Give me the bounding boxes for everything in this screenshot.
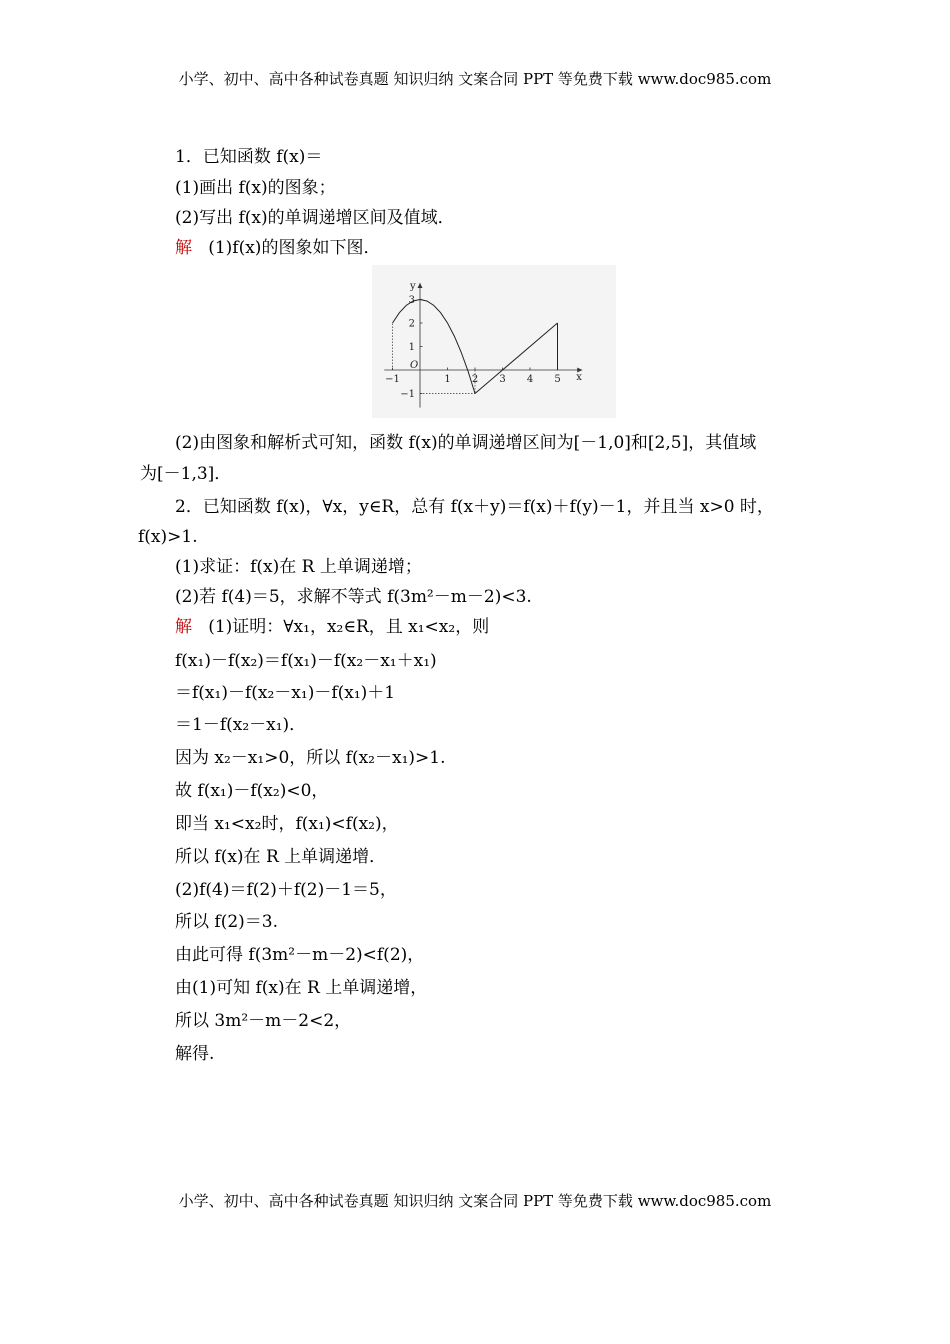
q1-sol2-line-b: 为[－1,3]． — [140, 464, 232, 484]
q1-sol2-line-a: (2)由图象和解析式可知，函数 f(x)的单调递增区间为[－1,0]和[2,5]，其值域 — [175, 433, 757, 453]
q2-s6: 故 f(x₁)－f(x₂)<0， — [175, 781, 329, 801]
q1-part2: (2)写出 f(x)的单调递增区间及值域． — [175, 208, 455, 228]
q2-stem-b: f(x)>1. — [138, 527, 198, 547]
page-header: 小学、初中、高中各种试卷真题 知识归纳 文案合同 PPT 等免费下载 www.doc985.com — [178, 70, 772, 88]
q2-s8: 所以 f(x)在 R 上单调递增． — [175, 847, 387, 867]
q2-s12: 由(1)可知 f(x)在 R 上单调递增， — [175, 978, 428, 998]
solution-label: 解 — [175, 617, 192, 637]
y-tick-label: −1 — [400, 389, 415, 400]
y-tick-label: 2 — [408, 318, 415, 330]
q2-s10: 所以 f(2)＝3. — [175, 912, 278, 932]
q1-solution-line1 — [175, 237, 380, 259]
q2-stem-a: 2．已知函数 f(x)，∀x，y∈R，总有 f(x＋y)＝f(x)＋f(y)－1，并且当 x>0 时， — [175, 497, 774, 517]
q2-s13: 所以 3m²－m－2<2， — [175, 1011, 352, 1031]
q2-s7: 即当 x₁<x₂时，f(x₁)<f(x₂)， — [175, 814, 399, 834]
q2-s4: ＝1－f(x₂－x₁)． — [175, 715, 307, 735]
q2-part2: (2)若 f(4)＝5，求解不等式 f(3m²－m－2)<3. — [175, 587, 532, 607]
x-tick-label: 3 — [499, 374, 506, 385]
y-tick-label: 3 — [408, 295, 415, 306]
q1-stem: 1．已知函数 f(x)＝ — [175, 147, 323, 167]
solution-label: 解 — [175, 238, 192, 258]
x-tick-label: −1 — [385, 374, 400, 385]
function-graph — [372, 265, 616, 418]
x-tick-label: 2 — [471, 374, 479, 385]
y-axis-label: y — [410, 281, 416, 293]
y-tick-label: 1 — [408, 342, 415, 353]
q2-s14: 解得. — [175, 1044, 215, 1064]
x-tick-label: 1 — [444, 374, 451, 385]
origin-label: O — [410, 360, 419, 371]
q2-s9: (2)f(4)＝f(2)＋f(2)－1＝5， — [175, 880, 397, 900]
q2-s11: 由此可得 f(3m²－m－2)<f(2)， — [175, 945, 425, 965]
q2-s5: 因为 x₂－x₁>0，所以 f(x₂－x₁)>1. — [175, 748, 446, 768]
q2-part1: (1)求证：f(x)在 R 上单调递增； — [175, 557, 422, 577]
q1-part1: (1)画出 f(x)的图象； — [175, 178, 336, 198]
page-footer: 小学、初中、高中各种试卷真题 知识归纳 文案合同 PPT 等免费下载 www.doc985.com — [178, 1192, 772, 1210]
q2-s3: ＝f(x₁)－f(x₂－x₁)－f(x₁)＋1 — [175, 683, 396, 703]
x-tick-label: 5 — [554, 374, 561, 385]
x-axis-label: x — [576, 372, 582, 383]
q2-s2: f(x₁)－f(x₂)＝f(x₁)－f(x₂－x₁＋x₁) — [175, 651, 437, 671]
q1-sol1-text: (1)f(x)的图象如下图． — [208, 238, 381, 258]
q2-solution-line1 — [175, 616, 489, 638]
q2-s1-text: (1)证明：∀x₁，x₂∈R，且 x₁<x₂，则 — [208, 617, 490, 637]
x-tick-label: 4 — [526, 374, 534, 385]
